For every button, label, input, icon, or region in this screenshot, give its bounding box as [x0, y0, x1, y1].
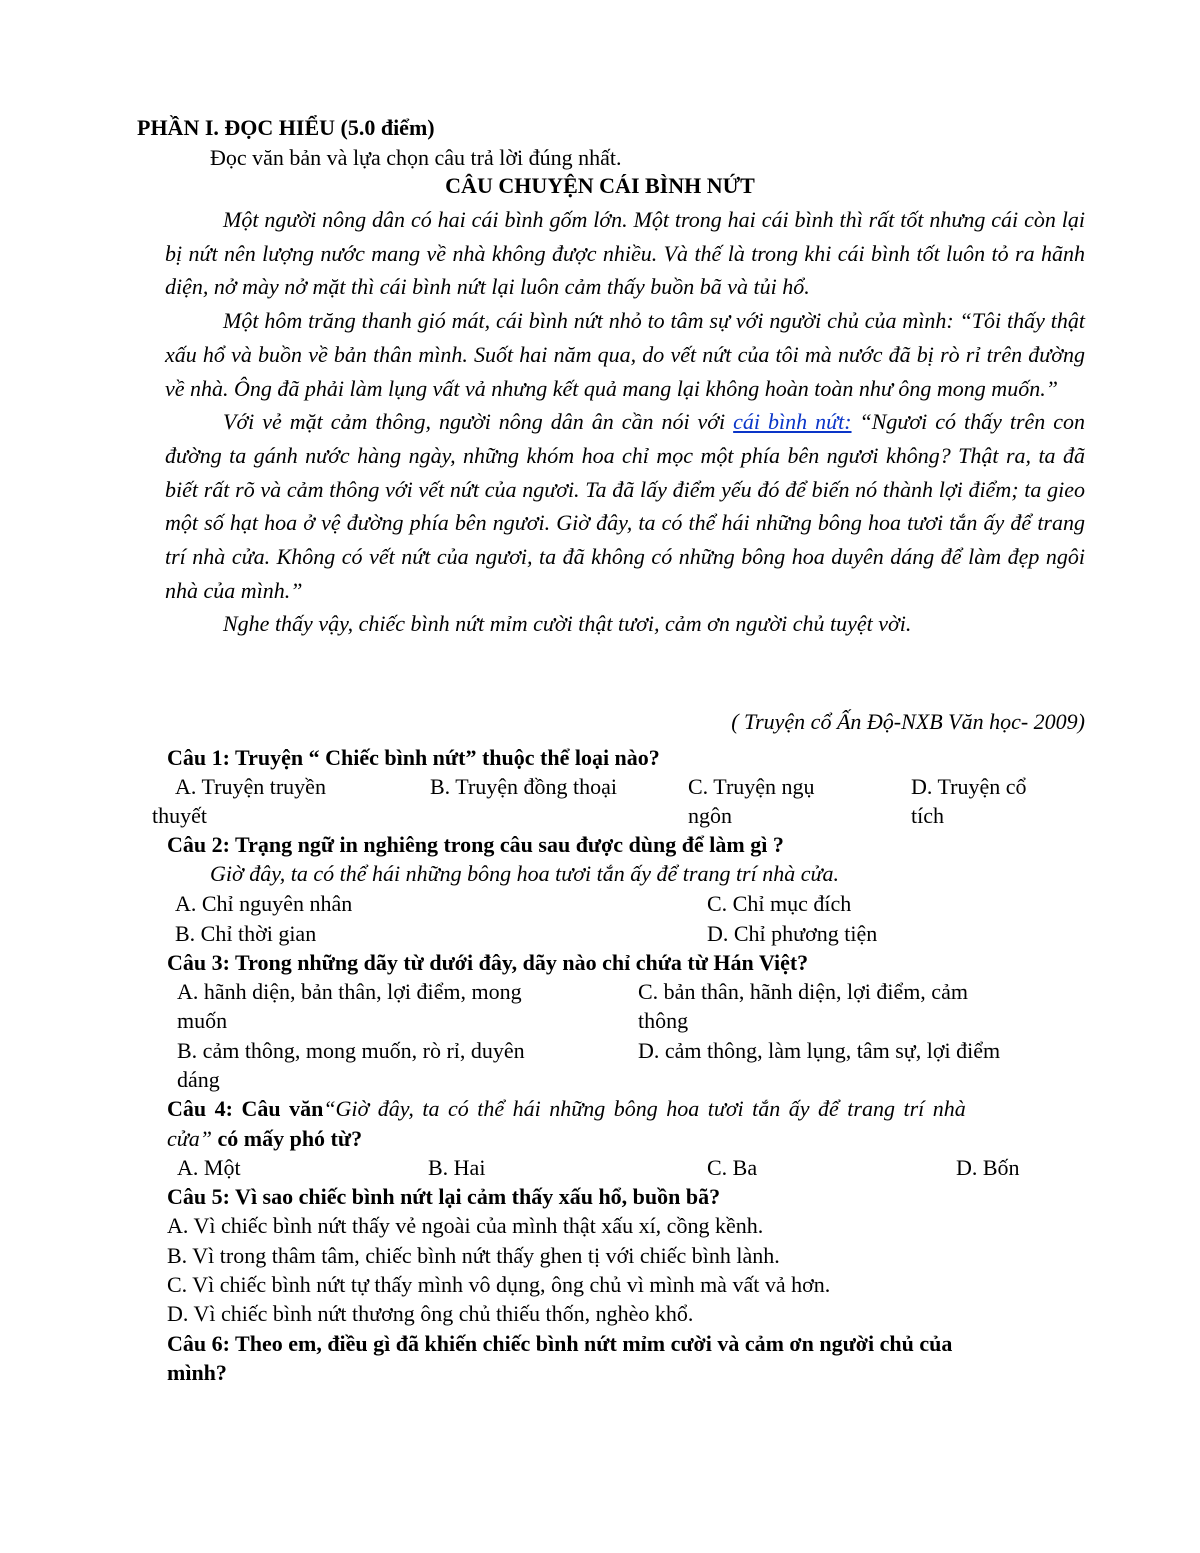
story-paragraph-3	[165, 405, 1085, 607]
q3-option-c: C. bản thân, hãnh diện, lợi điểm, cảm	[638, 979, 968, 1004]
q2-quote: Giờ đây, ta có thể hái những bông hoa tươi tắn ấy để trang trí nhà cửa.	[210, 861, 839, 886]
q4-option-b: B. Hai	[428, 1155, 486, 1180]
q1-option-d: D. Truyện cổ	[911, 774, 1027, 799]
question-4-suffix: có mấy phó từ?	[212, 1126, 363, 1151]
q2-option-a: A. Chỉ nguyên nhân	[175, 891, 353, 916]
q1-option-c-cont: ngôn	[688, 803, 732, 828]
paragraph-3-before: Với vẻ mặt cảm thông, người nông dân ân cần nói với	[223, 409, 734, 435]
q1-option-a-cont: thuyết	[152, 803, 207, 828]
q5-option-c: C. Vì chiếc bình nứt tự thấy mình vô dụng, ông chủ vì mình mà vất vả hơn.	[167, 1272, 831, 1297]
story-title: CÂU CHUYỆN CÁI BÌNH NỨT	[445, 173, 755, 198]
q1-option-d-cont: tích	[911, 803, 944, 828]
q3-option-b: B. cảm thông, mong muốn, rò rỉ, duyên	[177, 1038, 525, 1063]
q3-option-b-cont: dáng	[177, 1067, 220, 1092]
q2-option-c: C. Chỉ mục đích	[707, 891, 852, 916]
question-1-label: Câu 1	[167, 745, 223, 770]
q3-option-a-cont: muốn	[177, 1008, 228, 1033]
paragraph-3-after: “Ngươi có thấy trên con đường ta gánh nước hàng ngày, những khóm hoa chỉ mọc một phía bên ngươi không? Thật ra, ta đã biết rất rõ và cảm thông với vết nứt của ngươi. Ta đã lấy điểm yếu đó để biến nó thành lợi điểm; ta gieo một số hạt hoa ở vệ đường phía bên ngươi. Giờ đây, ta có thể hái những bông hoa tươi tắn ấy để trang trí nhà cửa. Không có vết nứt của ngươi, ta đã không có những bông hoa duyên dáng để làm đẹp ngôi nhà của mình.”	[165, 409, 1086, 603]
question-4	[167, 1094, 966, 1124]
story-paragraph-2: Một hôm trăng thanh gió mát, cái bình nứt nhỏ to tâm sự với người chủ của mình: “Tôi thấy thật xấu hổ và buồn về bản thân mình. Suốt hai năm qua, do vết nứt của tôi mà nước đã bị rò rỉ trên đường về nhà. Ông đã phải làm lụng vất vả nhưng kết quả mang lại không hoàn toàn như ông mong muốn.”	[165, 308, 1085, 401]
section-heading: PHẦN I. ĐỌC HIỂU (5.0 điểm)	[137, 115, 435, 140]
question-4-prefix: Câu văn	[232, 1096, 324, 1121]
q5-option-b: B. Vì trong thâm tâm, chiếc bình nứt thấy ghen tị với chiếc bình lành.	[167, 1243, 780, 1268]
instruction: Đọc văn bản và lựa chọn câu trả lời đúng nhất.	[210, 145, 622, 170]
q3-option-c-cont: thông	[638, 1008, 689, 1033]
question-1	[167, 743, 660, 773]
question-2-text: : Trạng ngữ in nghiêng trong câu sau được dùng để làm gì ?	[222, 832, 784, 857]
q3-option-a: A. hãnh diện, bản thân, lợi điểm, mong	[177, 979, 522, 1004]
question-6: Câu 6: Theo em, điều gì đã khiến chiếc bình nứt mỉm cười và cảm ơn người chủ của	[167, 1331, 953, 1356]
q4-option-a: A. Một	[177, 1155, 241, 1180]
story-paragraph-4: Nghe thấy vậy, chiếc bình nứt mỉm cười thật tươi, cảm ơn người chủ tuyệt vời.	[223, 611, 912, 637]
q1-option-c: C. Truyện ngụ	[688, 774, 815, 799]
question-4-quote: “Giờ đây, ta có thể hái những bông hoa tươi tắn ấy để trang trí nhà	[323, 1096, 966, 1121]
question-4-cont	[167, 1124, 362, 1154]
question-5: Câu 5: Vì sao chiếc bình nứt lại cảm thấy xấu hổ, buồn bã?	[167, 1184, 721, 1209]
question-4-label: Câu 4:	[167, 1096, 233, 1121]
q3-option-d: D. cảm thông, làm lụng, tâm sự, lợi điểm	[638, 1038, 1001, 1063]
q1-option-b: B. Truyện đồng thoại	[430, 774, 618, 799]
story-source: ( Truyện cổ Ấn Độ-NXB Văn học- 2009)	[731, 709, 1085, 734]
question-2-label: Câu 2	[167, 832, 223, 857]
q4-option-d: D. Bốn	[956, 1155, 1020, 1180]
question-1-text: : Truyện “ Chiếc bình nứt” thuộc thể loại nào?	[222, 745, 660, 770]
q2-option-b: B. Chỉ thời gian	[175, 921, 317, 946]
question-2	[167, 830, 784, 860]
question-6-cont: mình?	[167, 1360, 227, 1385]
question-4-quote-end: cửa”	[167, 1126, 212, 1151]
question-3: Câu 3: Trong những dãy từ dưới đây, dãy nào chỉ chứa từ Hán Việt?	[167, 950, 809, 975]
q5-option-a: A. Vì chiếc bình nứt thấy vẻ ngoài của mình thật xấu xí, cồng kềnh.	[167, 1213, 764, 1238]
q4-option-c: C. Ba	[707, 1155, 758, 1180]
story-paragraph-1: Một người nông dân có hai cái bình gốm lớn. Một trong hai cái bình thì rất tốt nhưng cái còn lại bị nứt nên lượng nước mang về nhà không được nhiều. Và thế là trong khi cái bình tốt luôn tỏ ra hãnh diện, nở mày nở mặt thì cái bình nứt lại luôn cảm thấy buồn bã và tủi hổ.	[165, 207, 1085, 300]
q1-option-a: A. Truyện truyền	[175, 774, 326, 799]
story-body	[165, 203, 1085, 641]
q2-option-d: D. Chỉ phương tiện	[707, 921, 878, 946]
q5-option-d: D. Vì chiếc bình nứt thương ông chủ thiếu thốn, nghèo khổ.	[167, 1301, 694, 1326]
cai-binh-nut-link[interactable]: cái bình nứt:	[733, 409, 852, 435]
